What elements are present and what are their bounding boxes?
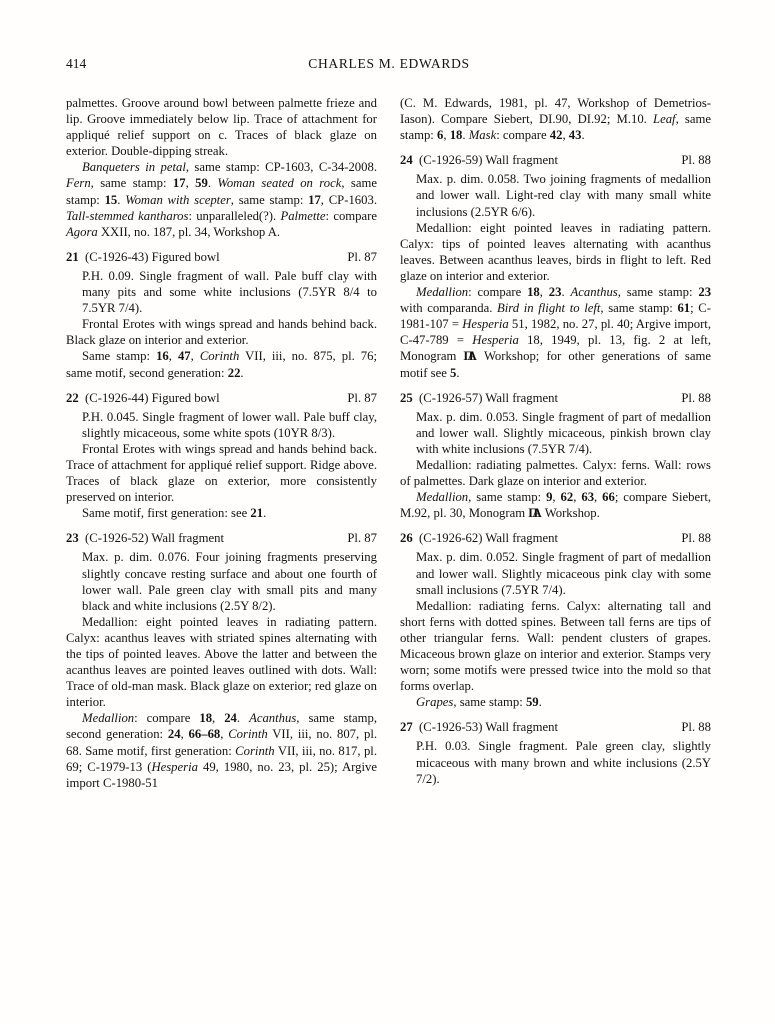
text-run: Woman with scepter (125, 192, 231, 207)
text-run: Bird in flight to left (497, 301, 601, 316)
entry-number: 26 (400, 531, 413, 546)
plate-reference: Pl. 88 (681, 390, 711, 405)
text-run: XXII, no. 187, pl. 34, Workshop A. (97, 224, 281, 239)
text-run: Hesperia (462, 317, 509, 332)
text-run: Workshop; for other generations of same motif see (400, 349, 711, 380)
plate-reference: Pl. 87 (347, 531, 377, 546)
entry-heading (66, 249, 377, 265)
entry-title: 21 (C-1926-43) Figured bowl (66, 249, 220, 264)
text-run: : compare (325, 208, 378, 223)
paragraph (66, 159, 377, 239)
text-run: . (462, 128, 469, 143)
text-run: Palmette (280, 208, 326, 223)
text-run: 51, 1982, no. 27, pl. 40; Argive import, C-47-789 = (400, 317, 711, 348)
text-run: , (190, 349, 200, 364)
text-run: VII, iii, no. 817, pl. 69; C-1979-13 ( (66, 743, 378, 774)
entry-number: 21 (66, 249, 79, 264)
text-run: Corinth (228, 727, 268, 742)
paragraph (400, 171, 711, 219)
text-run: 62 (560, 490, 574, 505)
text-run: , same stamp, second generation: (66, 711, 378, 742)
plate-reference: Pl. 87 (347, 249, 377, 264)
text-run: , (168, 349, 178, 364)
entry-title: 25 (C-1926-57) Wall fragment (400, 390, 559, 405)
text-run: Medallion (416, 490, 469, 505)
text-run: Leaf (653, 112, 676, 127)
text-run: , (212, 711, 225, 726)
column-left (66, 95, 377, 791)
text-run: , (552, 490, 561, 505)
text-run: . (456, 365, 460, 380)
entry-title: 26 (C-1926-62) Wall fragment (400, 531, 559, 546)
text-run: , same stamp: CP-1603, C-34-2008. (185, 160, 377, 175)
paragraph (66, 549, 377, 613)
page-number: 414 (66, 56, 87, 71)
text-run: Max. p. dim. 0.076. Four joining fragments preserving slightly concave resting surface and about one fourth of lower wall. Pale green clay with small pits and many black and white inclusions (2.5Y 8/2). (82, 550, 377, 613)
text-run: 23 (548, 285, 562, 300)
text-run: . (207, 176, 218, 191)
text-run: VII, iii, no. 807, pl. 68. Same motif, first generation: (66, 727, 378, 758)
text-run: , (220, 727, 229, 742)
text-run: 66–68 (188, 727, 221, 742)
text-run: Medallion: eight pointed leaves in radiating pattern. Calyx: acanthus leaves with striated spines alternating with the tips of pointed leaves. Above the latter and between the acanthus leaves are pointed leaves outlined with dots. Wall: Trace of old-man mask. Black glaze on exterior; red glaze on interior. (66, 614, 377, 710)
text-run: P.H. 0.09. Single fragment of wall. Pale buff clay with many pits and some white inclusions (7.5YR 8/4 to 7.5YR 7/4). (82, 268, 377, 316)
text-run: Workshop. (541, 506, 600, 521)
text-run: 23 (698, 285, 712, 300)
text-run: 18, 1949, pl. 13, fig. 2 at left, Monogram (400, 333, 711, 364)
text-run: 49, 1980, no. 23, pl. 25); Argive import C-1980-51 (66, 759, 377, 790)
paragraph (66, 710, 377, 790)
text-run: , (539, 285, 549, 300)
running-head: CHARLES M. EDWARDS (308, 56, 470, 71)
monogram-glyph: ΠΑ (463, 349, 472, 364)
text-run: Woman seated on rock (217, 176, 342, 191)
paragraph (400, 738, 711, 786)
text-run: 59 (195, 176, 208, 191)
entry-title: 23 (C-1926-52) Wall fragment (66, 531, 225, 546)
text-run: 9 (546, 490, 553, 505)
text-run: P.H. 0.045. Single fragment of lower wall. Pale buff clay, slightly micaceous, some white spots (10YR 8/3). (82, 409, 377, 440)
entry-heading (400, 719, 711, 735)
plate-reference: Pl. 88 (681, 153, 711, 168)
text-run: Hesperia (151, 759, 198, 774)
plate-reference: Pl. 87 (347, 390, 377, 405)
text-run: Hesperia (472, 333, 519, 348)
paragraph (66, 268, 377, 316)
text-run: . (117, 192, 126, 207)
text-run: Fern (66, 176, 91, 191)
text-run: Medallion: eight pointed leaves in radiating pattern. Calyx: tips of pointed leaves alternating with acanthus leaves. Between acanthus leaves, birds in flight to left. Red glaze on interior and exterior. (400, 220, 711, 283)
text-run: 17 (308, 192, 321, 207)
paragraph (66, 348, 377, 380)
text-run: 17 (172, 176, 186, 191)
text-run: . (581, 128, 585, 143)
text-run: , same stamp: (600, 301, 678, 316)
text-run: 24 (224, 711, 237, 726)
text-run: : unparalleled(?). (188, 208, 281, 223)
text-run: . (263, 506, 267, 521)
text-run: Same stamp: (82, 349, 157, 364)
text-run: Grapes (416, 695, 454, 710)
paragraph (400, 489, 711, 521)
text-run: 24 (167, 727, 181, 742)
entry-number: 25 (400, 390, 413, 405)
text-run: Tall-stemmed kantharos (66, 208, 189, 223)
text-run: 18 (527, 285, 540, 300)
paragraph (400, 220, 711, 284)
text-run: , (180, 727, 189, 742)
text-run: Mask (468, 128, 497, 143)
text-run: Max. p. dim. 0.052. Single fragment of part of medallion and lower wall. Slightly micaceous pink clay with some small inclusions (7.5YR 7/4). (416, 550, 711, 597)
text-run: , same stamp: (468, 490, 547, 505)
text-run: Medallion: radiating palmettes. Calyx: ferns. Wall: rows of palmettes. Dark glaze on interior and exterior. (400, 457, 711, 489)
text-run: 47 (177, 349, 191, 364)
text-run: with comparanda. (400, 301, 498, 316)
text-run: : compare (134, 711, 200, 726)
text-run: Medallion (416, 285, 469, 300)
entry-number: 27 (400, 720, 413, 735)
entry-number: 22 (66, 390, 79, 405)
text-run: ; compare Siebert, M.92, pl. 30, Monogram (400, 490, 712, 521)
text-run: 6 (437, 128, 444, 143)
paragraph (400, 549, 711, 597)
entry-heading (66, 530, 377, 546)
text-run: Corinth (235, 743, 275, 758)
text-run: Acanthus (249, 711, 297, 726)
text-run: 16 (156, 349, 169, 364)
text-run: 22 (227, 365, 241, 380)
text-run: Max. p. dim. 0.053. Single fragment of part of medallion and lower wall. Slightly micaceous, pinkish brown clay with white inclusions (7.5YR 7/4). (416, 409, 711, 456)
entry-heading (400, 152, 711, 168)
text-run: 18 (199, 711, 213, 726)
text-run: 61 (677, 301, 691, 316)
text-run: Banqueters in petal (82, 160, 186, 175)
text-run: , (562, 128, 569, 143)
text-run: , same stamp: (66, 176, 377, 207)
text-run: : compare (496, 128, 550, 143)
text-run: P.H. 0.03. Single fragment. Pale green clay, slightly micaceous with many brown and white inclusions (2.5Y 7/2). (416, 739, 711, 786)
text-run: ; C-1981-107 = (400, 301, 711, 332)
paragraph (66, 409, 377, 441)
paragraph (400, 694, 711, 710)
monogram-glyph: ΠΑ (528, 506, 536, 521)
plate-reference: Pl. 88 (681, 720, 711, 735)
text-run: 21 (250, 506, 264, 521)
text-columns (66, 95, 712, 791)
text-run: , same stamp: (90, 176, 173, 191)
paragraph (400, 409, 711, 457)
text-run: 42 (549, 128, 563, 143)
paragraph (400, 95, 711, 143)
text-run: . (561, 285, 571, 300)
text-run: . (538, 695, 542, 710)
paragraph (66, 316, 377, 348)
text-run: 15 (104, 192, 118, 207)
text-run: , same stamp: (453, 695, 526, 710)
text-run: 63 (581, 490, 595, 505)
column-right (400, 95, 711, 791)
plate-reference: Pl. 88 (681, 531, 711, 546)
text-run: , same stamp: (400, 112, 711, 143)
entry-title: 22 (C-1926-44) Figured bowl (66, 390, 220, 405)
paragraph (66, 441, 377, 505)
text-run: : compare (468, 285, 528, 300)
text-run: , (594, 490, 603, 505)
text-run: . (236, 711, 250, 726)
page-content (66, 56, 712, 791)
text-run: Agora (66, 224, 98, 239)
text-run: 18 (449, 128, 463, 143)
text-run: Frontal Erotes with wings spread and hands behind back. Black glaze on interior and exterior. (66, 317, 377, 348)
text-run: , (185, 176, 196, 191)
entry-number: 24 (400, 153, 413, 168)
text-run: Medallion (82, 711, 135, 726)
paragraph (400, 457, 711, 489)
text-run: 5 (450, 365, 457, 380)
paragraph (400, 598, 711, 695)
entry-title: 27 (C-1926-53) Wall fragment (400, 720, 559, 735)
text-run: , (443, 128, 450, 143)
paragraph (66, 95, 377, 159)
text-run: palmettes. Groove around bowl between palmette frieze and lip. Groove immediately below lip. Trace of attachment for appliqué relief support on c. Traces of black glaze on exterior. Double-dipping streak. (66, 96, 377, 159)
text-run: , (573, 490, 582, 505)
text-run: (C. M. Edwards, 1981, pl. 47, Workshop of Demetrios-Iason). Compare Siebert, DI.90, DI.92; M.10. (400, 96, 711, 127)
text-run: Corinth (199, 349, 240, 364)
text-run: , same stamp: (230, 192, 309, 207)
text-run: , CP-1603. (320, 192, 377, 207)
text-run: Medallion: radiating ferns. Calyx: alternating tall and short ferns with dotted spines. Between tall ferns are tips of other triangular ferns. Wall: pendent clusters of grapes. Micaceous brown glaze on interior and exterior. Stamps very worn; some motifs were pressed twice into the mold so that forms overlap. (400, 598, 711, 694)
entry-heading (400, 390, 711, 406)
paragraph (66, 614, 377, 711)
text-run: VII, iii, no. 875, pl. 76; same motif, second generation: (66, 349, 377, 380)
entry-heading (400, 530, 711, 546)
text-run: , same stamp: (617, 285, 699, 300)
text-run: Acanthus (570, 285, 618, 300)
entry-number: 23 (66, 531, 79, 546)
text-run: 43 (568, 128, 582, 143)
entry-title: 24 (C-1926-59) Wall fragment (400, 153, 559, 168)
paragraph (66, 505, 377, 521)
text-run: Max. p. dim. 0.058. Two joining fragments of medallion and lower wall. Light-red clay with many small white inclusions (2.5YR 6/6). (416, 172, 711, 219)
entry-heading (66, 390, 377, 406)
text-run: . (240, 365, 244, 380)
text-run: 66 (602, 490, 615, 505)
page-header (66, 56, 712, 73)
paragraph (400, 284, 711, 381)
text-run: Same motif, first generation: see (82, 506, 251, 521)
text-run: 59 (525, 695, 539, 710)
text-run: Frontal Erotes with wings spread and hands behind back. Trace of attachment for appliqué relief support. Ridge above. Traces of black glaze on exterior, more consistently preserved on interior. (66, 441, 377, 505)
